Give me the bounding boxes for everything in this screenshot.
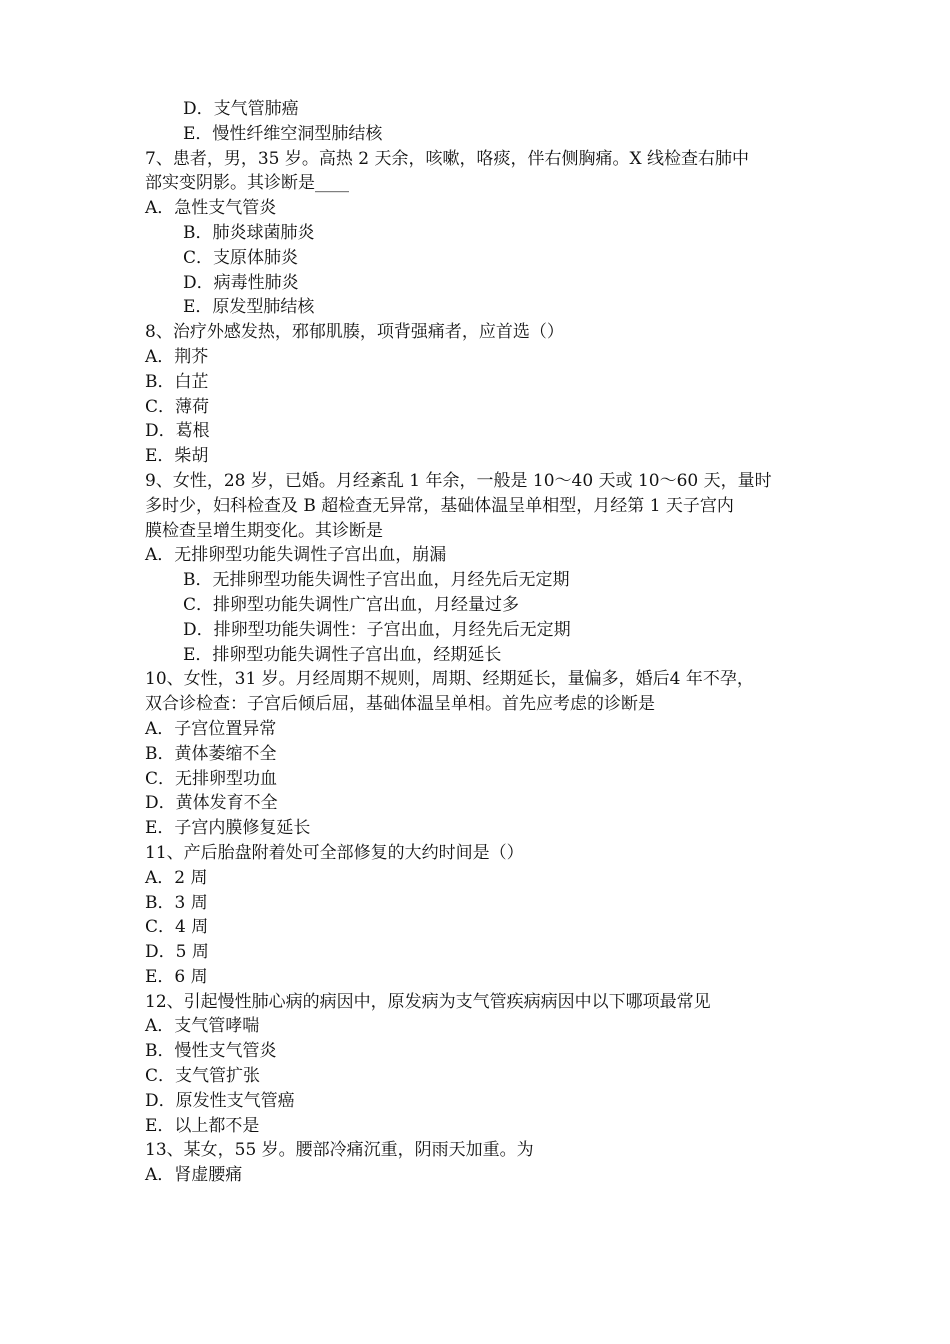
answer-option: A．2 周 <box>145 867 208 888</box>
question-stem: 8、治疗外感发热，邪郁肌腠，项背强痛者，应首选（） <box>145 322 564 343</box>
answer-option: A．子宫位置异常 <box>145 718 277 739</box>
answer-option: B．慢性支气管炎 <box>145 1041 277 1062</box>
question-stem: 13、某女，55 岁。腰部冷痛沉重，阴雨天加重。为 <box>145 1140 534 1161</box>
answer-option: E．排卵型功能失调性子宫出血，经期延长 <box>183 644 502 665</box>
answer-option: E．柴胡 <box>145 446 209 467</box>
answer-option: D．黄体发育不全 <box>145 793 278 814</box>
answer-option: E．6 周 <box>145 966 208 987</box>
question-stem: 9、女性，28 岁，已婚。月经紊乱 1 年余，一般是 10～40 天或 10～60 天，量时 <box>145 470 772 491</box>
question-stem-continuation: 部实变阴影。其诊断是____ <box>145 173 349 194</box>
document-page <box>0 97 950 1188</box>
answer-option: A．急性支气管炎 <box>145 198 277 219</box>
question-stem: 11、产后胎盘附着处可全部修复的大约时间是（） <box>145 842 524 863</box>
answer-option: A．无排卵型功能失调性子宫出血，崩漏 <box>145 545 447 566</box>
answer-option: E．以上都不是 <box>145 1115 260 1136</box>
answer-option: D．葛根 <box>145 421 210 442</box>
answer-option: C．支气管扩张 <box>145 1066 261 1087</box>
answer-option: E．慢性纤维空洞型肺结核 <box>183 123 383 144</box>
answer-option: D．原发性支气管癌 <box>145 1090 295 1111</box>
answer-option: D．5 周 <box>145 942 209 963</box>
answer-option: B．无排卵型功能失调性子宫出血，月经先后无定期 <box>183 570 570 591</box>
answer-option: B．3 周 <box>145 892 208 913</box>
answer-option: C．支原体肺炎 <box>183 247 299 268</box>
question-stem: 10、女性，31 岁。月经周期不规则，周期、经期延长，量偏多，婚后4 年不孕， <box>145 669 754 690</box>
answer-option: B．白芷 <box>145 371 209 392</box>
answer-option: B．肺炎球菌肺炎 <box>183 222 315 243</box>
answer-option: D．支气管肺癌 <box>183 99 299 119</box>
answer-option: D．病毒性肺炎 <box>183 272 299 293</box>
answer-option: B．黄体萎缩不全 <box>145 743 277 764</box>
answer-option: C．无排卵型功血 <box>145 768 278 789</box>
answer-option: A．荆芥 <box>145 346 209 367</box>
question-stem-continuation: 膜检查呈增生期变化。其诊断是 <box>145 520 383 541</box>
answer-option: C．排卵型功能失调性广宫出血，月经量过多 <box>183 594 520 615</box>
question-stem-continuation: 双合诊检查：子宫后倾后屈，基础体温呈单相。首先应考虑的诊断是 <box>145 694 655 715</box>
answer-option: A．支气管哮喘 <box>145 1016 260 1037</box>
answer-option: C．薄荷 <box>145 396 210 417</box>
answer-option: E．子宫内膜修复延长 <box>145 818 311 839</box>
question-stem: 12、引起慢性肺心病的病因中，原发病为支气管疾病病因中以下哪项最常见 <box>145 991 711 1012</box>
answer-option: C．4 周 <box>145 917 209 938</box>
question-stem-continuation: 多时少，妇科检查及 B 超检查无异常，基础体温呈单相型，月经第 1 天子宫内 <box>145 495 734 516</box>
answer-option: E．原发型肺结核 <box>183 297 315 318</box>
answer-option: D．排卵型功能失调性：子宫出血，月经先后无定期 <box>183 619 571 640</box>
question-stem: 7、患者，男，35 岁。高热 2 天余，咳嗽，咯痰，伴右侧胸痛。X 线检查右肺中 <box>145 148 749 169</box>
answer-option: A．肾虚腰痛 <box>145 1165 243 1186</box>
